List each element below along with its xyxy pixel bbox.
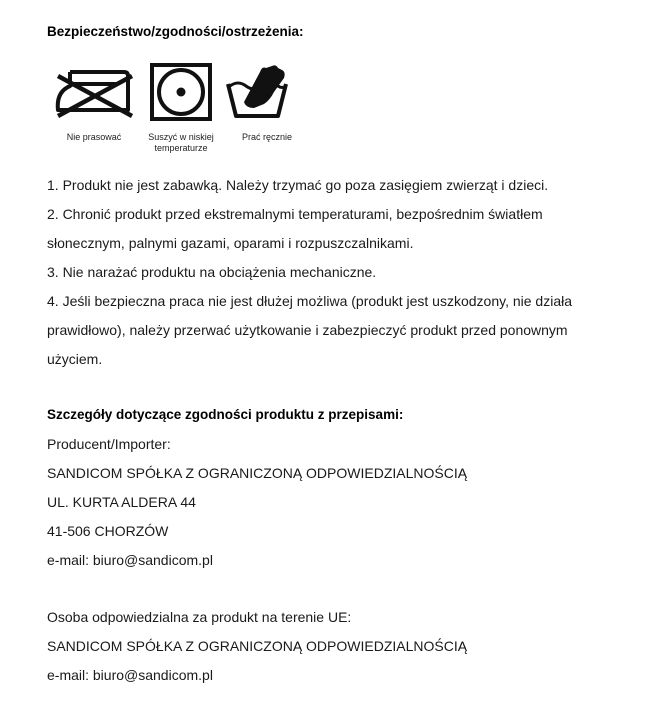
producer-label: Producent/Importer: xyxy=(47,436,171,452)
hand-wash-icon xyxy=(224,62,290,122)
eu-rep-block xyxy=(47,603,467,690)
warning-4-line1: 4. Jeśli bezpieczna praca nie jest dłużej możliwa (produkt jest uszkodzony, nie działa xyxy=(47,293,573,309)
eu-rep-email: e-mail: biuro@sandicom.pl xyxy=(47,667,213,683)
tumble-dry-low-icon xyxy=(149,62,213,122)
no-ironing-label: Nie prasować xyxy=(66,132,122,142)
warnings-list xyxy=(47,171,637,374)
eu-rep-label: Osoba odpowiedzialna za produkt na terenie UE: xyxy=(47,609,352,625)
compliance-heading: Szczegóły dotyczące zgodności produktu z przepisami: xyxy=(47,407,404,422)
no-ironing-icon xyxy=(52,62,136,122)
producer-street: UL. KURTA ALDERA 44 xyxy=(47,494,196,510)
producer-block xyxy=(47,430,467,575)
producer-city: 41-506 CHORZÓW xyxy=(47,523,169,539)
warning-3: 3. Nie narażać produktu na obciążenia mechaniczne. xyxy=(47,264,377,280)
producer-name: SANDICOM SPÓŁKA Z OGRANICZONĄ ODPOWIEDZIALNOŚCIĄ xyxy=(47,465,468,481)
tumble-dry-low-label xyxy=(138,132,224,154)
eu-rep-name: SANDICOM SPÓŁKA Z OGRANICZONĄ ODPOWIEDZIALNOŚCIĄ xyxy=(47,638,468,654)
tumble-dry-low-label-line1: Suszyć w niskiej xyxy=(148,132,214,142)
warning-1: 1. Produkt nie jest zabawką. Należy trzymać go poza zasięgiem zwierząt i dzieci. xyxy=(47,177,549,193)
hand-wash-label: Prać ręcznie xyxy=(241,132,293,142)
warning-2-line1: 2. Chronić produkt przed ekstremalnymi temperaturami, bezpośrednim światłem xyxy=(47,206,543,222)
care-symbols xyxy=(52,62,312,162)
warning-4-line3: użyciem. xyxy=(47,351,103,367)
tumble-dry-low-label-line2: temperaturze xyxy=(154,143,208,153)
producer-email: e-mail: biuro@sandicom.pl xyxy=(47,552,213,568)
safety-heading: Bezpieczeństwo/zgodności/ostrzeżenia: xyxy=(47,24,304,39)
warning-4-line2: prawidłowo), należy przerwać użytkowanie i zabezpieczyć produkt przed ponownym xyxy=(47,322,568,338)
warning-2-line2: słonecznym, palnymi gazami, oparami i rozpuszczalnikami. xyxy=(47,235,414,251)
